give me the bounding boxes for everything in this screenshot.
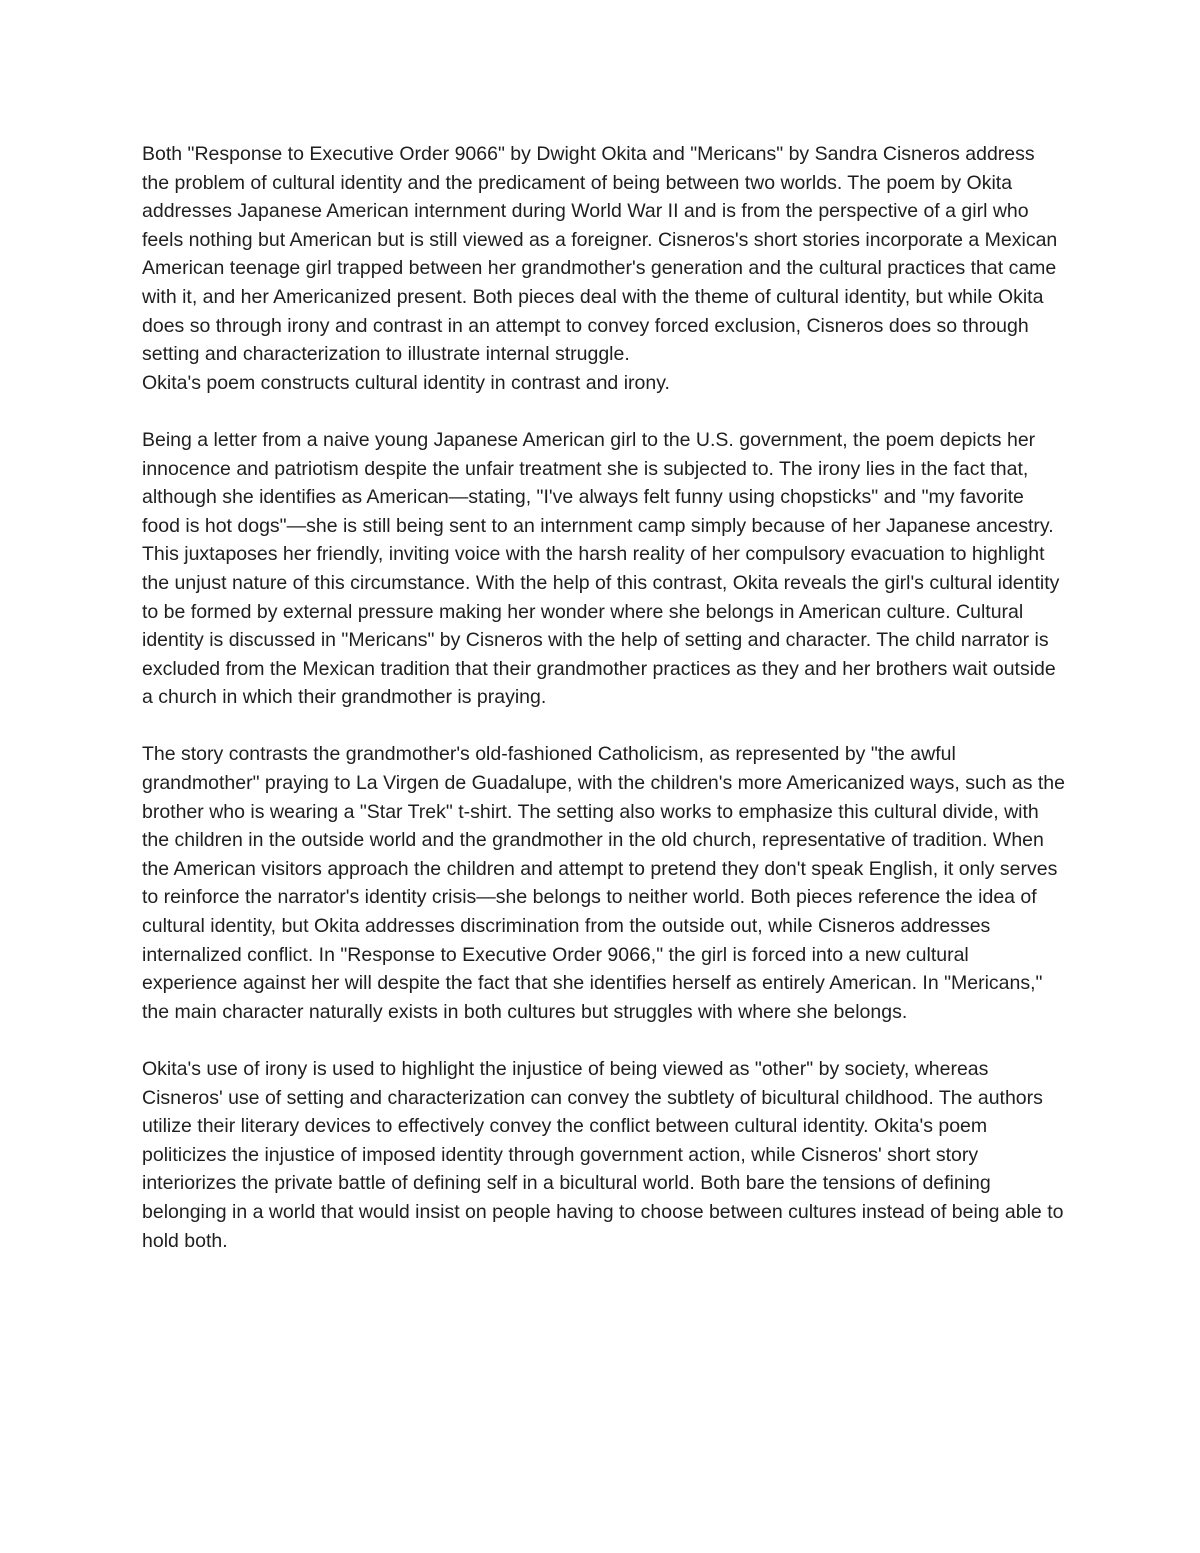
paragraph-cisneros-analysis: The story contrasts the grandmother's old-fashioned Catholicism, as represented by "the awful grandmother" praying to La Virgen de Guadalupe, with the children's more Americanized ways, such as the brother who is wearing a "Star Trek" t-shirt. The setting also works to emphasize this cultural divide, with the children in the outside world and the grandmother in the old church, representative of tradition. When the American visitors approach the children and attempt to pretend they don't speak English, it only serves to reinforce the narrator's identity crisis—she belongs to neither world. Both pieces reference the idea of cultural identity, but Okita addresses discrimination from the outside out, while Cisneros addresses internalized conflict. In "Response to Executive Order 9066," the girl is forced into a new cultural experience against her will despite the fact that she identifies herself as entirely American. In "Mericans," the main character naturally exists in both cultures but struggles with where she belongs. <box>142 743 1065 1023</box>
paragraph-okita-analysis: Being a letter from a naive young Japanese American girl to the U.S. government, the poem depicts her innocence and patriotism despite the unfair treatment she is subjected to. The irony lies in the fact that, although she identifies as American—stating, "I've always felt funny using chopsticks" and "my favorite food is hot dogs"—she is still being sent to an internment camp simply because of her Japanese ancestry. This juxtaposes her friendly, inviting voice with the harsh reality of her compulsory evacuation to highlight the unjust nature of this circumstance. With the help of this contrast, Okita reveals the girl's cultural identity to be formed by external pressure making her wonder where she belongs in American culture. Cultural identity is discussed in "Mericans" by Cisneros with the help of setting and character. The child narrator is excluded from the Mexican tradition that their grandmother practices as they and her brothers wait outside a church in which their grandmother is praying. <box>142 428 1060 709</box>
paragraph-okita-thesis: Okita's poem constructs cultural identity in contrast and irony. <box>142 371 670 394</box>
paragraph-gap <box>142 1026 1067 1055</box>
paragraph-conclusion: Okita's use of irony is used to highlight the injustice of being viewed as "other" by society, whereas Cisneros' use of setting and characterization can convey the subtlety of bicultural childhood. The authors utilize their literary devices to effectively convey the conflict between cultural identity. Okita's poem politicizes the injustice of imposed identity through government action, while Cisneros' short story interiorizes the private battle of defining self in a bicultural world. Both bare the tensions of defining belonging in a world that would insist on people having to choose between cultures instead of being able to hold both. <box>142 1058 1064 1252</box>
document-body <box>142 140 1067 1255</box>
paragraph-gap <box>142 712 1067 741</box>
paragraph-intro: Both "Response to Executive Order 9066" by Dwight Okita and "Mericans" by Sandra Cisneros address the problem of cultural identity and the predicament of being between two worlds. The poem by Okita addresses Japanese American internment during World War II and is from the perspective of a girl who feels nothing but American but is still viewed as a foreigner. Cisneros's short stories incorporate a Mexican American teenage girl trapped between her grandmother's generation and the cultural practices that came with it, and her Americanized present. Both pieces deal with the theme of cultural identity, but while Okita does so through irony and contrast in an attempt to convey forced exclusion, Cisneros does so through setting and characterization to illustrate internal struggle. <box>142 143 1058 366</box>
paragraph-gap <box>142 397 1067 426</box>
